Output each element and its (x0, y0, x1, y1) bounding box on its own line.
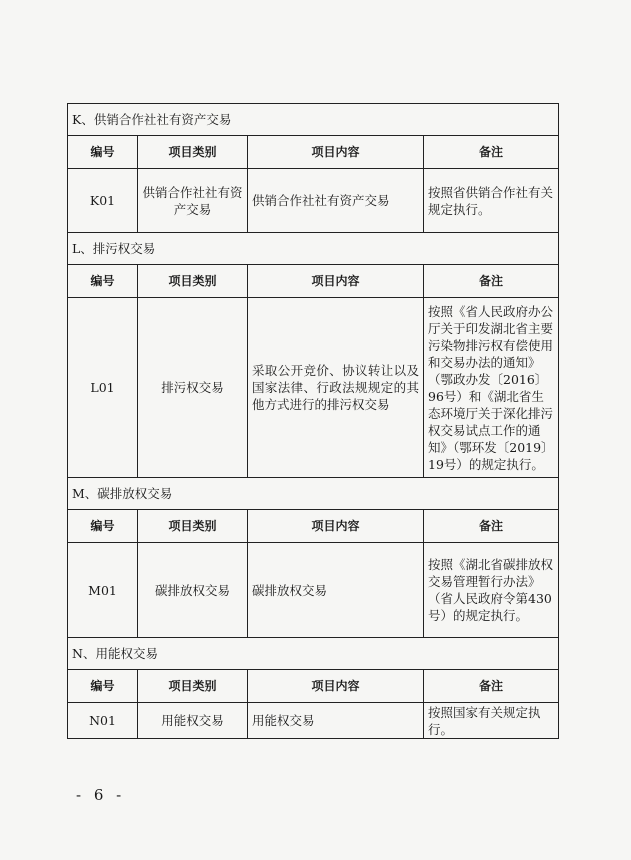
header-code: 编号 (68, 265, 138, 298)
table-header-row (68, 136, 559, 169)
header-note: 备注 (424, 265, 559, 298)
header-category: 项目类别 (138, 265, 248, 298)
cell-code: N01 (68, 703, 138, 739)
header-note: 备注 (424, 670, 559, 703)
page-number: - 6 - (76, 786, 126, 804)
header-note: 备注 (424, 136, 559, 169)
section-title: K、供销合作社社有资产交易 (68, 104, 559, 136)
section-title: L、排污权交易 (68, 233, 559, 265)
table-row (68, 703, 559, 739)
header-content: 项目内容 (248, 265, 424, 298)
trading-items-table (67, 103, 559, 739)
cell-note: 按照省供销合作社有关规定执行。 (424, 169, 559, 233)
cell-content: 采取公开竞价、协议转让以及国家法律、行政法规规定的其他方式进行的排污权交易 (248, 298, 424, 478)
cell-code: M01 (68, 543, 138, 638)
cell-content: 碳排放权交易 (248, 543, 424, 638)
cell-note: 按照《省人民政府办公厅关于印发湖北省主要污染物排污权有偿使用和交易办法的通知》（鄂政办发〔2016〕96号）和《湖北省生态环境厅关于深化排污权交易试点工作的通知》（鄂环发〔2019〕19号）的规定执行。 (424, 298, 559, 478)
header-content: 项目内容 (248, 510, 424, 543)
section-title: N、用能权交易 (68, 638, 559, 670)
cell-note: 按照《湖北省碳排放权交易管理暂行办法》（省人民政府令第430号）的规定执行。 (424, 543, 559, 638)
section-l-heading-row (68, 233, 559, 265)
table-row (68, 169, 559, 233)
section-k-heading-row (68, 104, 559, 136)
cell-code: L01 (68, 298, 138, 478)
table-header-row (68, 670, 559, 703)
header-category: 项目类别 (138, 510, 248, 543)
header-code: 编号 (68, 510, 138, 543)
cell-category: 供销合作社社有资产交易 (138, 169, 248, 233)
cell-category: 用能权交易 (138, 703, 248, 739)
cell-note: 按照国家有关规定执行。 (424, 703, 559, 739)
table-header-row (68, 510, 559, 543)
header-content: 项目内容 (248, 670, 424, 703)
table-row (68, 298, 559, 478)
header-content: 项目内容 (248, 136, 424, 169)
cell-content: 用能权交易 (248, 703, 424, 739)
header-code: 编号 (68, 670, 138, 703)
section-title: M、碳排放权交易 (68, 478, 559, 510)
section-n-heading-row (68, 638, 559, 670)
section-m-heading-row (68, 478, 559, 510)
cell-category: 碳排放权交易 (138, 543, 248, 638)
table-header-row (68, 265, 559, 298)
cell-category: 排污权交易 (138, 298, 248, 478)
table-row (68, 543, 559, 638)
header-category: 项目类别 (138, 136, 248, 169)
header-code: 编号 (68, 136, 138, 169)
cell-code: K01 (68, 169, 138, 233)
header-note: 备注 (424, 510, 559, 543)
header-category: 项目类别 (138, 670, 248, 703)
cell-content: 供销合作社社有资产交易 (248, 169, 424, 233)
